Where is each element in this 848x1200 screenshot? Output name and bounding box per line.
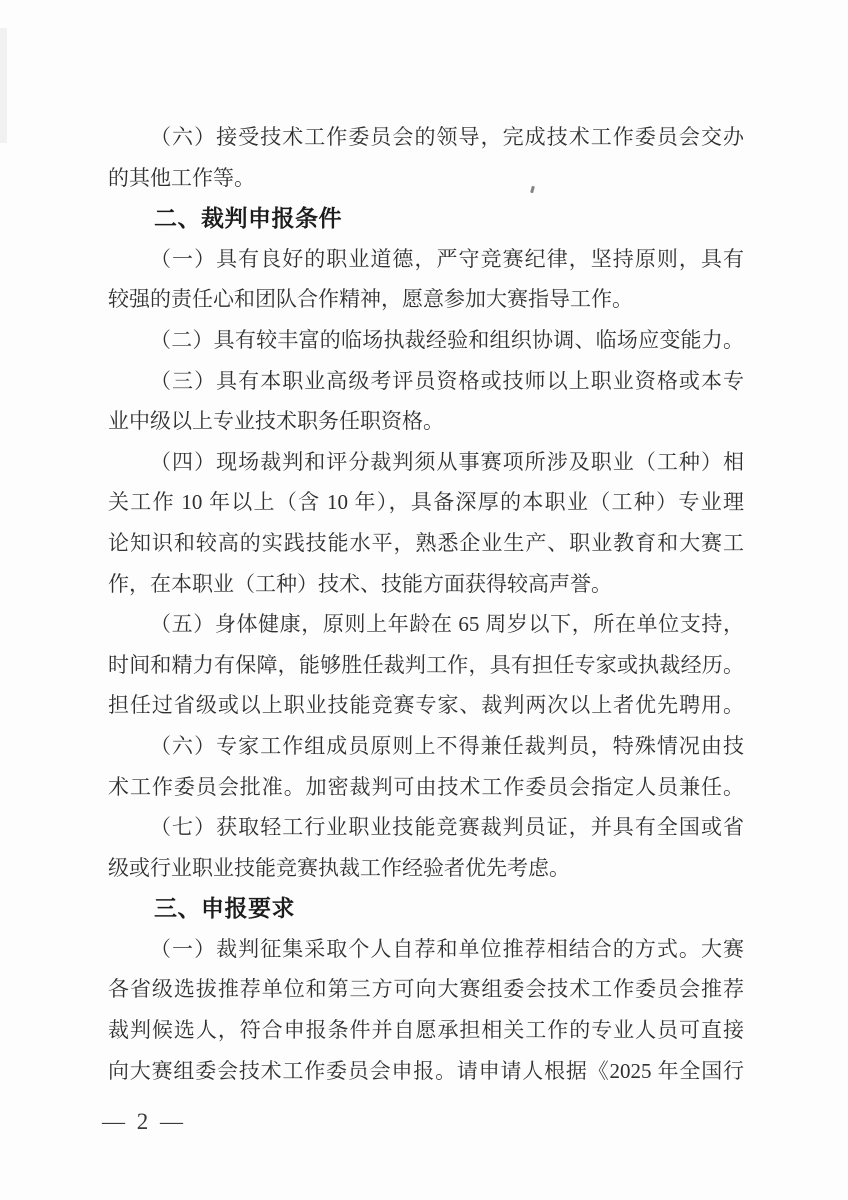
text-line: 级或行业职业技能竞赛执裁工作经验者优先考虑。 [108,855,570,880]
section-heading: 三、申报要求 [154,895,295,922]
text-line: 业中级以上专业技术职务任职资格。 [108,409,444,434]
document-body [108,117,744,1091]
text-line: 关工作 10 年以上（含 10 年），具备深厚的本职业（工种）专业理 [108,490,744,515]
scan-edge-shadow [0,28,7,143]
text-line: 时间和精力有保障，能够胜任裁判工作，具有担任专家或执裁经历。 [108,652,744,677]
text-line: （三）具有本职业高级考评员资格或技师以上职业资格或本专 [150,368,744,393]
text-line: 较强的责任心和团队合作精神，愿意参加大赛指导工作。 [108,287,633,312]
text-line: （五）身体健康，原则上年龄在 65 周岁以下，所在单位支持， [150,612,744,637]
text-line: 的其他工作等。 [108,165,255,190]
text-line: （七）获取轻工行业职业技能竞赛裁判员证，并具有全国或省 [150,815,744,840]
text-line: （四）现场裁判和评分裁判须从事赛项所涉及职业（工种）相 [150,449,744,474]
page-number: — 2 — [102,1109,186,1134]
text-line: 各省级选拔推荐单位和第三方可向大赛组委会技术工作委员会推荐 [108,977,744,1002]
text-line: （二）具有较丰富的临场执裁经验和组织协调、临场应变能力。 [150,327,744,352]
text-line: 作，在本职业（工种）技术、技能方面获得较高声誉。 [108,571,612,596]
text-line: （六）专家工作组成员原则上不得兼任裁判员，特殊情况由技 [150,733,744,758]
text-line: 向大赛组委会技术工作委员会申报。请申请人根据《2025 年全国行 [108,1058,744,1083]
text-line: （一）具有良好的职业道德，严守竞赛纪律，坚持原则，具有 [150,246,744,271]
text-line: （一）裁判征集采取个人自荐和单位推荐相结合的方式。大赛 [150,936,744,961]
text-line: 裁判候选人，符合申报条件并自愿承担相关工作的专业人员可直接 [108,1018,744,1043]
section-heading: 二、裁判申报条件 [154,205,342,232]
text-line: 担任过省级或以上职业技能竞赛专家、裁判两次以上者优先聘用。 [108,693,744,718]
text-line: 术工作委员会批准。加密裁判可由技术工作委员会指定人员兼任。 [108,774,744,799]
text-line: （六）接受技术工作委员会的领导，完成技术工作委员会交办 [150,125,744,149]
text-line: 论知识和较高的实践技能水平，熟悉企业生产、职业教育和大赛工 [108,530,744,555]
